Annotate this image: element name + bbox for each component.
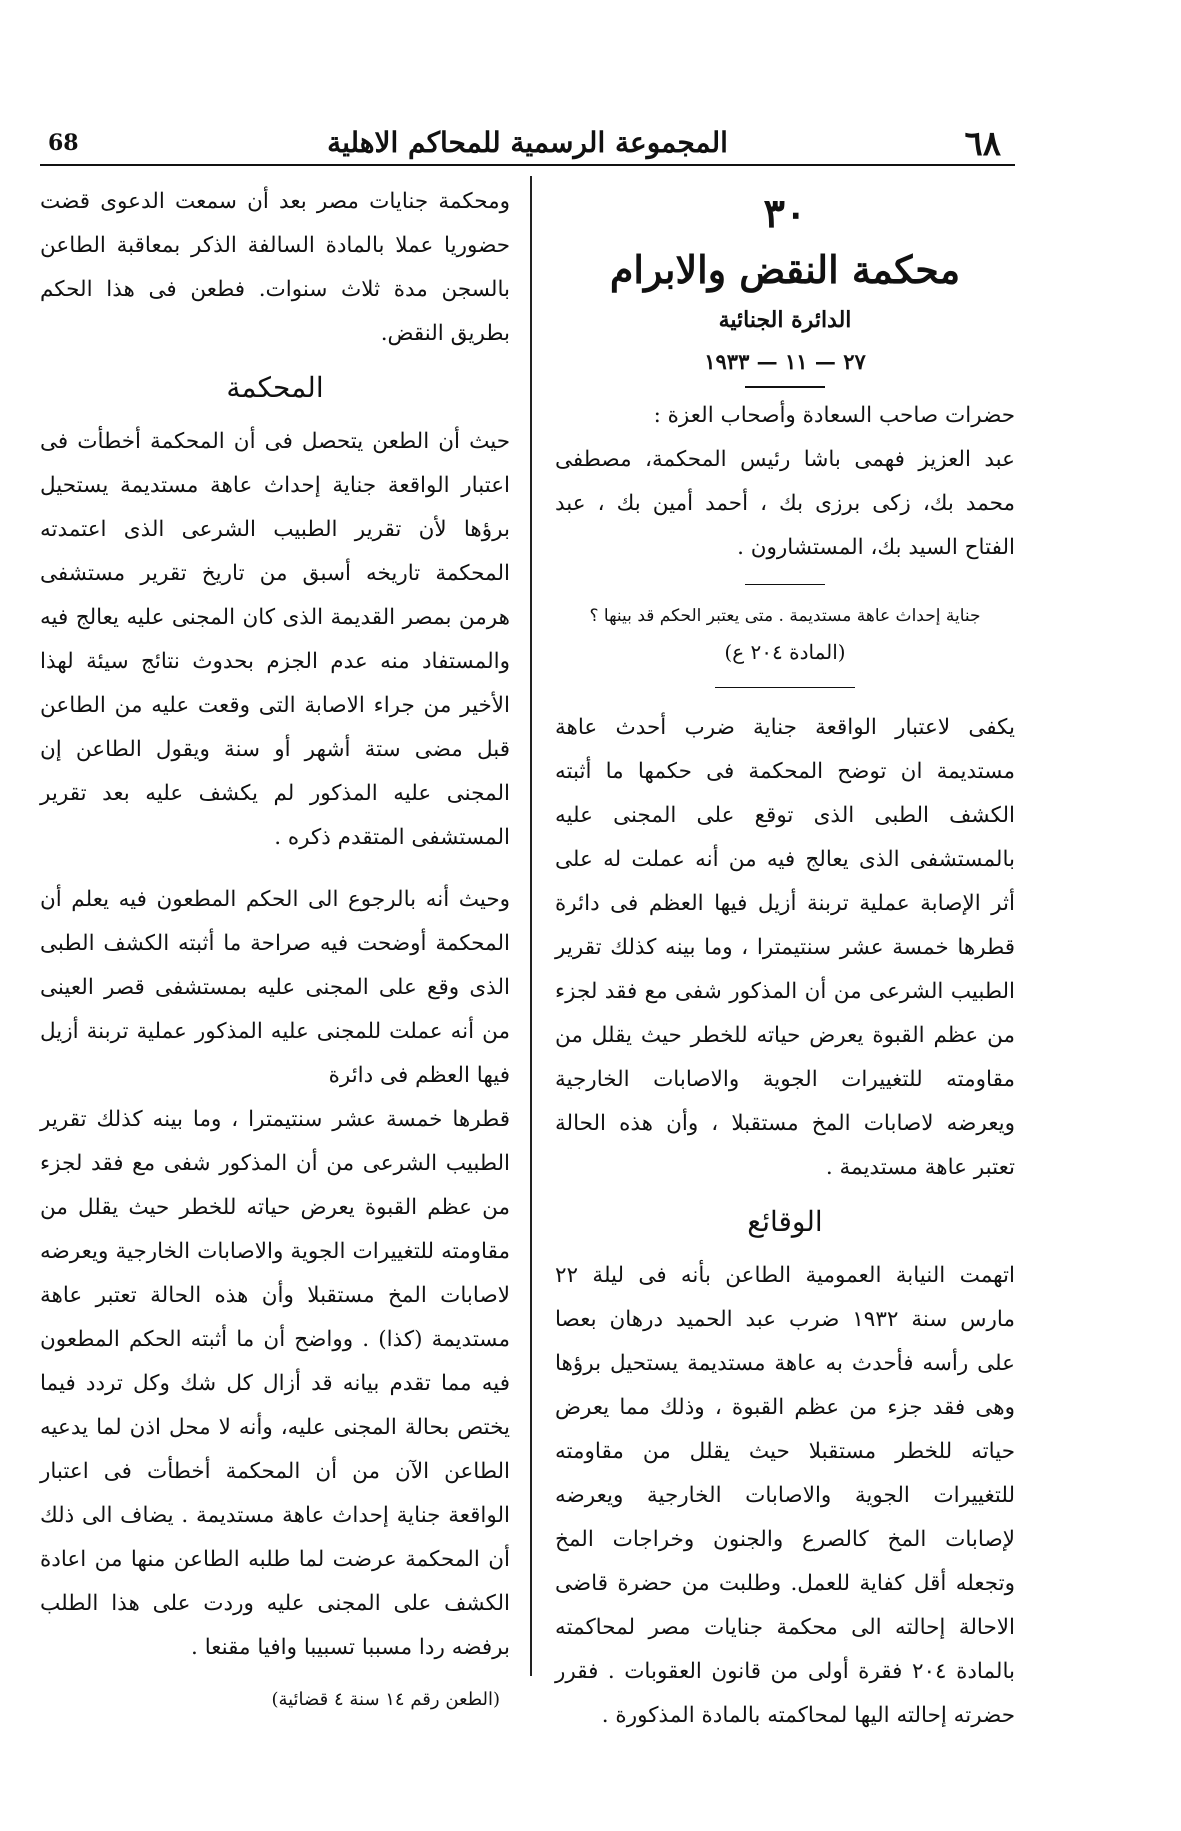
date-rule [745, 386, 825, 388]
circuit-name: الدائرة الجنائية [718, 307, 852, 333]
facts-paragraph: اتهمت النيابة العمومية الطاعن بأنه فى ليلة ٢٢ مارس سنة ١٩٣٢ ضرب عبد الحميد درهان بعصا على رأسه فأحدث به عاهة مستديمة يستحيل برؤها وهى فقد جزء من عظم القبوة ، وذلك مما يعرض حياته للخطر مستقبلا حيث يقلل من مقاومته للتغييرات الجوية والاصابات الخارجية ويعرضه لإصابات المخ كالصرع والجنون وخراجات المخ وتجعله أقل كفاية للعمل. وطلبت من حضرة قاضى الاحالة إحالته الى محكمة جنايات مصر لمحاكمته بالمادة ٢٠٤ فقرة أولى من قانون العقوبات . فقرر حضرته إحالته اليها لمحاكمته بالمادة المذكورة . [555, 1263, 1015, 1728]
lower-court-judgment: ومحكمة جنايات مصر بعد أن سمعت الدعوى قضت حضوريا عملا بالمادة السالفة الذكر بمعاقبة الطاعن بالسجن مدة ثلاث سنوات. فطعن فى هذا الحكم بطريق النقض. [40, 189, 510, 346]
reasoning-paragraph-2a: وحيث أنه بالرجوع الى الحكم المطعون فيه يعلم أن المحكمة أوضحت فيه صراحة ما أثبته الكشف الطبى الذى وقع على المجنى عليه بمستشفى قصر العينى من أنه عملت للمجنى عليه المذكور عملية تربنة أزيل فيها العظم فى دائرة [40, 887, 510, 1088]
court-name: محكمة النقض والابرام [609, 247, 961, 292]
right-column [555, 180, 1015, 1738]
subject-rule [715, 687, 855, 688]
column-separator [530, 176, 532, 1676]
page-number-arabic: ٦٨ [964, 124, 1001, 164]
header-rule [40, 164, 1015, 166]
case-subject: جناية إحداث عاهة مستديمة . متى يعتبر الحكم قد بينها ؟ [589, 606, 981, 626]
page-header [40, 118, 1015, 168]
reasoning-paragraph-2b: قطرها خمسة عشر سنتيمترا ، وما بينه كذلك تقرير الطبيب الشرعى من أن المذكور شفى مع فقد لجزء من عظم القبوة يعرض حياته للخطر حيث يقلل من مقاومته للتغييرات الجوية والاصابات الخارجية ويعرضه لاصابات المخ مستقبلا وأن هذه الحالة تعتبر عاهة مستديمة (كذا) . وواضح أن ما أثبته الحكم المطعون فيه مما تقدم بيانه قد أزال كل شك وكل تردد فيما يختص بحالة المجنى عليه، وأنه لا محل اذن لما يدعيه الطاعن الآن من أن المحكمة أخطأت فى اعتبار الواقعة جناية إحداث عاهة مستديمة . يضاف الى ذلك أن المحكمة عرضت لما طلبه الطاعن منها من اعادة الكشف على المجنى عليه وردت على هذا الطلب برفضه ردا مسببا تسبيبا وافيا مقنعا . [40, 1107, 510, 1660]
left-column [40, 180, 510, 1720]
running-title: المجموعة الرسمية للمحاكم الاهلية [327, 126, 728, 159]
case-number: ٣٠ [763, 190, 807, 237]
court-reasoning-heading: المحكمة [226, 371, 324, 404]
page-number-latin: 68 [48, 130, 79, 156]
judgment-date: ٢٧ — ١١ — ١٩٣٣ [704, 349, 866, 374]
judges-intro: حضرات صاحب السعادة وأصحاب العزة : [653, 403, 1015, 428]
reasoning-paragraph-1: حيث أن الطعن يتحصل فى أن المحكمة أخطأت فى اعتبار الواقعة جناية إحداث عاهة مستديمة يستحيل برؤها لأن تقرير الطبيب الشرعى الذى اعتمدته المحكمة تاريخه أسبق من تاريخ تقرير مستشفى هرمن بمصر القديمة الذى كان المجنى عليه يعالج فيه والمستفاد منه عدم الجزم بحدوث نتائج سيئة لهذا الأخير من جراء الاصابة التى وقعت عليه من الطاعن قبل مضى ستة أشهر أو سنة ويقول الطاعن إن المجنى عليه المذكور لم يكشف عليه بعد تقرير المستشفى المتقدم ذكره . [40, 429, 510, 850]
article-reference: (المادة ٢٠٤ ع) [724, 640, 846, 664]
judges-list: عبد العزيز فهمى باشا رئيس المحكمة، مصطفى محمد بك، زكى برزى بك ، أحمد أمين بك ، عبد الفتاح السيد بك، المستشارون . [555, 447, 1015, 560]
appeal-reference: (الطعن رقم ١٤ سنة ٤ قضائية) [271, 1689, 500, 1710]
facts-heading: الوقائع [747, 1205, 823, 1238]
legal-principle: يكفى لاعتبار الواقعة جناية ضرب أحدث عاهة مستديمة ان توضح المحكمة فى حكمها ما أثبته الكشف الطبى الذى توقع على المجنى عليه بالمستشفى الذى يعالج فيه من أنه عملت له على أثر الإصابة عملية تربنة أزيل فيها العظم فى دائرة قطرها خمسة عشر سنتيمترا ، وما بينه كذلك تقرير الطبيب الشرعى من أن المذكور شفى مع فقد لجزء من عظم القبوة يعرض حياته للخطر حيث يقلل من مقاومته للتغييرات الجوية والاصابات الخارجية ويعرضه لاصابات المخ مستقبلا ، وأن هذه الحالة تعتبر عاهة مستديمة . [555, 715, 1015, 1180]
judges-rule [745, 584, 825, 585]
